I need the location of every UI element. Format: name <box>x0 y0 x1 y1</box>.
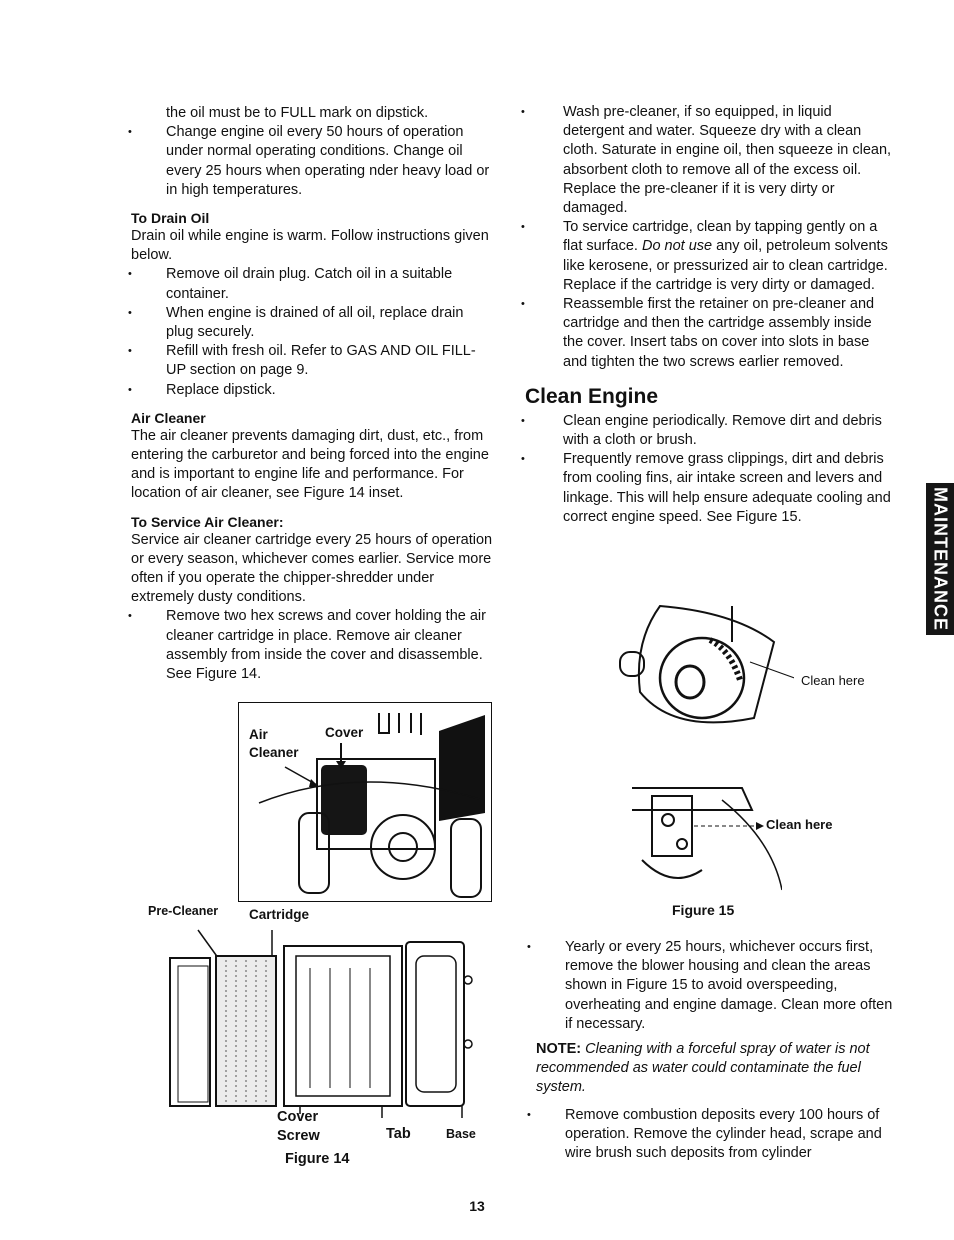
list-item: • Replace dipstick. <box>131 381 493 400</box>
clean-engine-list <box>524 412 894 527</box>
list-item: • Change engine oil every 50 hours of operation under normal operating conditions. Change oil every 25 hours when operating nder heavy load or in high temperatures. <box>131 123 493 200</box>
drain-oil-heading: To Drain Oil <box>131 210 210 227</box>
page-number: 13 <box>469 1198 485 1214</box>
do-not-use-emphasis: Do not use <box>641 238 713 255</box>
clean-here-label-2: Clean here <box>766 817 833 832</box>
figure-14-inset <box>238 702 492 902</box>
list-item: • Remove two hex screws and cover holding the air cleaner cartridge in place. Remove air cleaner assembly from inside the cover and disassemble. See Figure 14. <box>131 607 493 684</box>
right-column-lower <box>530 938 894 1163</box>
inset-air-label: Air <box>249 727 268 742</box>
engine-linkage-illustration <box>622 780 782 896</box>
drain-oil-list <box>131 265 493 399</box>
list-item: • Clean engine periodically. Remove dirt and debris with a cloth or brush. <box>524 412 894 450</box>
cover-label: Cover <box>277 1109 319 1125</box>
clean-here-label-1: Clean here <box>801 673 865 688</box>
combustion-list <box>530 1106 894 1164</box>
precleaner-label: Pre-Cleaner <box>148 904 219 918</box>
inset-cleaner-label: Cleaner <box>249 745 299 760</box>
service-air-cleaner-paragraph: Service air cleaner cartridge every 25 hours of operation or every season, whichever comes earlier. Service more often if you operate the chipper-shredder under extremely dusty conditions. <box>131 531 493 606</box>
cartridge-text-2: any oil, petroleum solvents like kerosene, or pressurized air to clean cartridge. Replace if the cartridge is very dirty or damaged. <box>563 238 888 293</box>
left-column <box>131 104 493 684</box>
air-cleaner-heading: Air Cleaner <box>131 409 206 426</box>
note-text: Cleaning with a forceful spray of water is not recommended as water could contaminate the fuel system. <box>536 1041 870 1096</box>
clean-engine-heading: Clean Engine <box>525 384 659 408</box>
list-item: • Remove combustion deposits every 100 hours of operation. Remove the cylinder head, scrape and wire brush such deposits from cylinder <box>530 1106 894 1164</box>
tab-label: Tab <box>386 1126 411 1142</box>
cartridge-text-1: To service cartridge, clean by tapping gently on a flat surface. <box>563 219 878 255</box>
list-item: • Frequently remove grass clippings, dirt and debris from cooling fins, air intake screen and levers and linkage. This will help ensure adequate cooling and correct engine speed. See Figure 15. <box>524 450 894 527</box>
drain-oil-intro: Drain oil while engine is warm. Follow instructions given below. <box>131 228 489 264</box>
figure-14-caption: Figure 14 <box>285 1151 350 1167</box>
figure-15-caption: Figure 15 <box>672 902 735 918</box>
service-air-cleaner-heading: To Service Air Cleaner: <box>131 513 284 530</box>
engine-flywheel-illustration <box>614 602 794 734</box>
note-label: NOTE: <box>536 1041 582 1058</box>
list-item: • When engine is drained of all oil, replace drain plug securely. <box>131 304 493 342</box>
right-column <box>524 103 894 527</box>
cartridge-label: Cartridge <box>249 907 310 922</box>
oil-full-text: the oil must be to FULL mark on dipstick. <box>166 105 429 121</box>
service-list <box>131 607 493 684</box>
oil-change-list <box>131 123 493 200</box>
engine-illustration <box>239 703 491 901</box>
list-item: • Reassemble first the retainer on pre-cleaner and cartridge and then the cartridge assembly inside the cover. Insert tabs on cover into slots in base and tighten the two screws earlier removed. <box>524 295 894 372</box>
list-item: • Wash pre-cleaner, if so equipped, in liquid detergent and water. Squeeze dry with a clean cloth. Saturate in engine oil, then squeeze in clean, absorbent cloth to remove all of the excess oil. Replace the pre-cleaner if it is very dirty or damaged. <box>524 103 894 218</box>
list-item: • Yearly or every 25 hours, whichever occurs first, remove the blower housing and clean the areas shown in Figure 15 to avoid overspeeding, overheating and engine damage. Clean more often if necessary. <box>530 938 894 1034</box>
air-cleaner-exploded-illustration <box>160 928 490 1118</box>
yearly-list <box>530 938 894 1034</box>
base-label: Base <box>446 1127 476 1141</box>
list-item: • Refill with fresh oil. Refer to GAS AND OIL FILL-UP section on page 9. <box>131 342 493 380</box>
screw-label: Screw <box>277 1128 320 1144</box>
inset-cover-label: Cover <box>325 725 364 740</box>
air-cleaner-service-list <box>524 103 894 372</box>
list-item <box>524 218 894 295</box>
maintenance-side-tab: MAINTENANCE <box>926 483 954 635</box>
air-cleaner-paragraph: The air cleaner prevents damaging dirt, dust, etc., from entering the carburetor and being forced into the engine and is important to engine life and performance. For location of air cleaner, see Figure 14 inset. <box>131 427 489 502</box>
list-item: • Remove oil drain plug. Catch oil in a suitable container. <box>131 265 493 303</box>
note-paragraph <box>536 1040 894 1098</box>
